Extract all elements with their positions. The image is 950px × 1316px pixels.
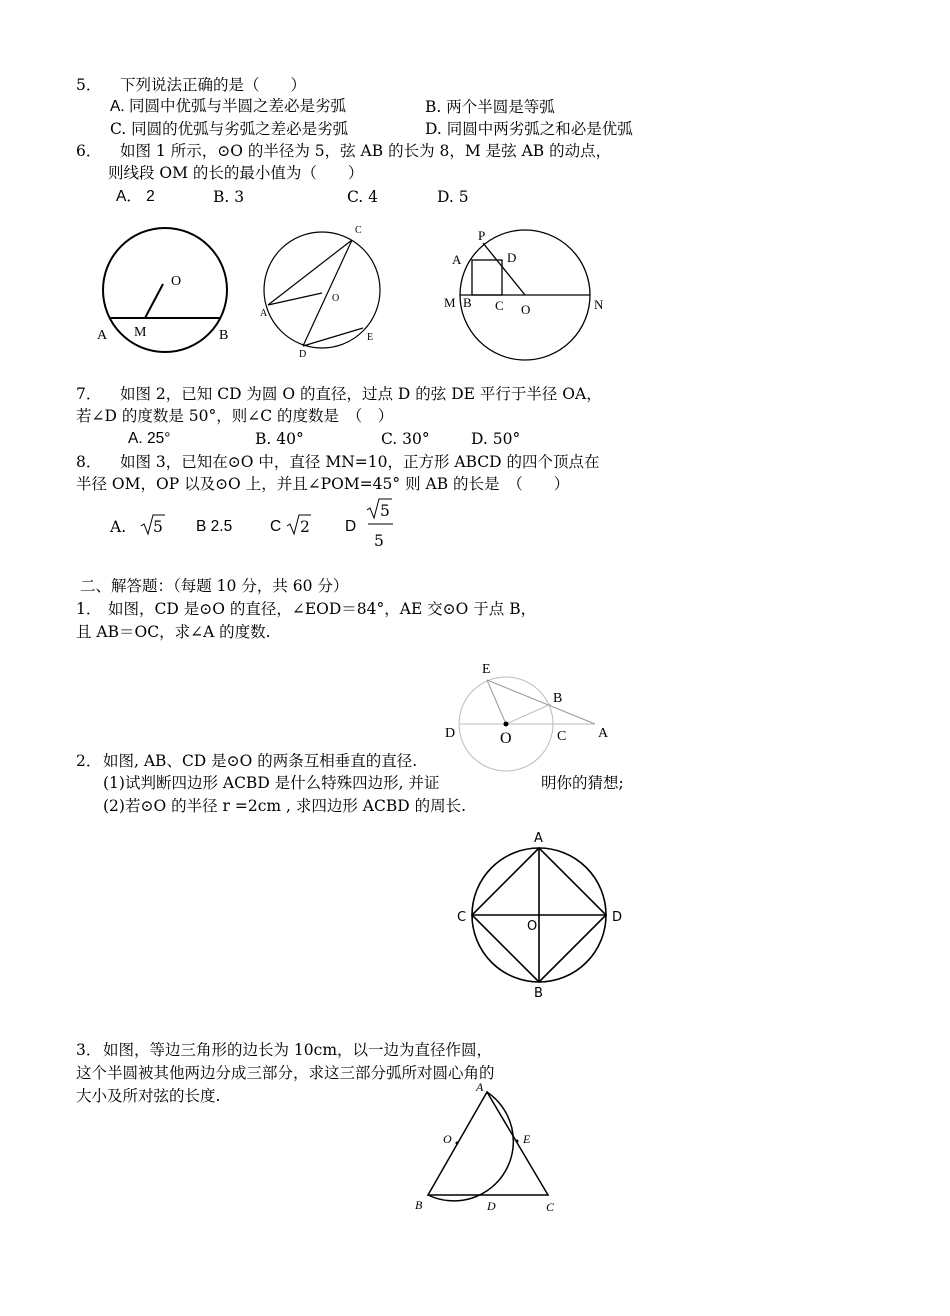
fig6-label-c: C <box>546 1200 555 1214</box>
q8-option-d-denominator: 5 <box>374 532 384 550</box>
p1-line1: 如图，CD 是⊙O 的直径，∠EOD＝84°，AE 交⊙O 于点 B， <box>108 600 537 618</box>
q8-option-d-numerator: 5 <box>380 502 390 520</box>
fig2-label-o: O <box>332 293 340 304</box>
fig6-label-o: O <box>443 1132 452 1146</box>
p2-line3: (2)若⊙O 的半径 r =2cm , 求四边形 ACBD 的周长. <box>103 797 467 815</box>
fig2-label-d: D <box>299 349 307 360</box>
p2-line2b: 明你的猜想; <box>541 774 624 792</box>
fig3-label-a: A <box>452 252 462 267</box>
q7-number: 7． <box>76 385 102 403</box>
fig6-label-b: B <box>415 1198 423 1212</box>
q7-option-d: D. 50° <box>471 430 521 448</box>
fig2-label-a: A <box>260 308 268 319</box>
fig3-label-d: D <box>507 250 517 265</box>
q5-option-c: C. 同圆的优弧与劣弧之差必是劣弧 <box>110 120 349 138</box>
q8-option-d-label: D <box>345 518 357 535</box>
q8-option-b: B 2.5 <box>196 518 233 535</box>
fig3-label-m: M <box>444 295 456 310</box>
fig2-label-c: C <box>355 225 362 236</box>
fig4-label-a: A <box>598 726 609 741</box>
q7-option-a: A. 25° <box>128 430 171 447</box>
q6-option-b: B. 3 <box>213 188 245 206</box>
fig4-label-c: C <box>557 729 567 744</box>
fig5-label-d: D <box>612 910 623 925</box>
fig6-semicircle <box>428 1092 513 1201</box>
q8-option-c-label: C <box>270 518 282 535</box>
q6-option-c: C. 4 <box>347 188 379 206</box>
q5-option-b: B. 两个半圆是等弧 <box>425 98 555 116</box>
fig4-label-e: E <box>482 662 491 677</box>
q8-option-c-value: 2 <box>300 518 310 536</box>
q5-option-d: D. 同圆中两劣弧之和必是优弧 <box>425 120 633 138</box>
q7-line2: 若∠D 的度数是 50°，则∠C 的度数是 （ ） <box>76 407 394 425</box>
fig2-label-e: E <box>367 332 374 343</box>
q6-option-a: A． 2 <box>116 188 155 205</box>
fig1-label-b: B <box>219 328 229 343</box>
q7-line1: 如图 2，已知 CD 为圆 O 的直径，过点 D 的弦 DE 平行于半径 OA， <box>120 385 602 403</box>
p3-line1: 如图，等边三角形的边长为 10cm，以一边为直径作圆， <box>103 1041 493 1059</box>
fig6-point-e <box>516 1140 519 1143</box>
fig3-label-o: O <box>521 302 531 317</box>
q6-line2: 则线段 OM 的长的最小值为（ ） <box>108 164 364 182</box>
fig5-label-o: O <box>527 919 538 934</box>
p1-number: 1． <box>76 600 102 618</box>
fig5-label-b: B <box>534 986 543 1001</box>
fig5-label-c: C <box>457 910 467 925</box>
fig4-label-d: D <box>445 726 456 741</box>
fig3-label-c: C <box>495 298 504 313</box>
p3-line3: 大小及所对弦的长度. <box>76 1087 221 1105</box>
fig1-label-o: O <box>171 274 182 289</box>
fig6-label-e: E <box>523 1132 531 1146</box>
p1-line2: 且 AB＝OC，求∠A 的度数. <box>76 623 271 641</box>
q6-number: 6． <box>76 142 102 160</box>
fig6-label-a: A <box>476 1080 484 1094</box>
q5-option-a: A. 同圆中优弧与半圆之差必是劣弧 <box>110 98 346 115</box>
q5-number: 5． <box>76 76 102 94</box>
q5-stem: 下列说法正确的是（ ） <box>120 76 307 94</box>
q6-option-d: D. 5 <box>437 188 469 206</box>
fig3-label-p: P <box>478 228 486 243</box>
fig3-label-n: N <box>594 297 604 312</box>
fig6-point-o <box>456 1142 459 1145</box>
fig4-label-b: B <box>553 691 563 706</box>
section2-title: 二、解答题：（每题 10 分，共 60 分） <box>80 577 349 595</box>
q8-line2: 半径 OM，OP 以及⊙O 上，并且∠POM=45° 则 AB 的长是 （ ） <box>76 475 570 493</box>
fig1-label-a: A <box>97 328 108 343</box>
fig3-label-b: B <box>463 295 472 310</box>
q7-option-c: C. 30° <box>381 430 430 448</box>
fig5-label-a: A <box>534 831 543 846</box>
q6-line1: 如图 1 所示，⊙O 的半径为 5，弦 AB 的长为 8，M 是弦 AB 的动点， <box>120 142 612 160</box>
p2-line1: 如图, AB、CD 是⊙O 的两条互相垂直的直径. <box>103 752 418 770</box>
q7-option-b: B. 40° <box>255 430 304 448</box>
q8-number: 8． <box>76 453 102 471</box>
fig1-label-m: M <box>134 325 147 340</box>
fig4-label-o: O <box>500 730 512 747</box>
q8-option-a-value: 5 <box>153 518 163 536</box>
p2-number: 2． <box>76 752 102 770</box>
fig6-label-d: D <box>487 1199 496 1213</box>
p2-line2a: (1)试判断四边形 ACBD 是什么特殊四边形, 并证 <box>103 774 440 792</box>
q8-line1: 如图 3，已知在⊙O 中，直径 MN=10，正方形 ABCD 的四个顶点在 <box>120 453 600 471</box>
p3-number: 3． <box>76 1041 102 1059</box>
q8-option-a-label: A. <box>110 518 127 536</box>
p3-line2: 这个半圆被其他两边分成三部分，求这三部分弧所对圆心角的 <box>76 1064 495 1082</box>
